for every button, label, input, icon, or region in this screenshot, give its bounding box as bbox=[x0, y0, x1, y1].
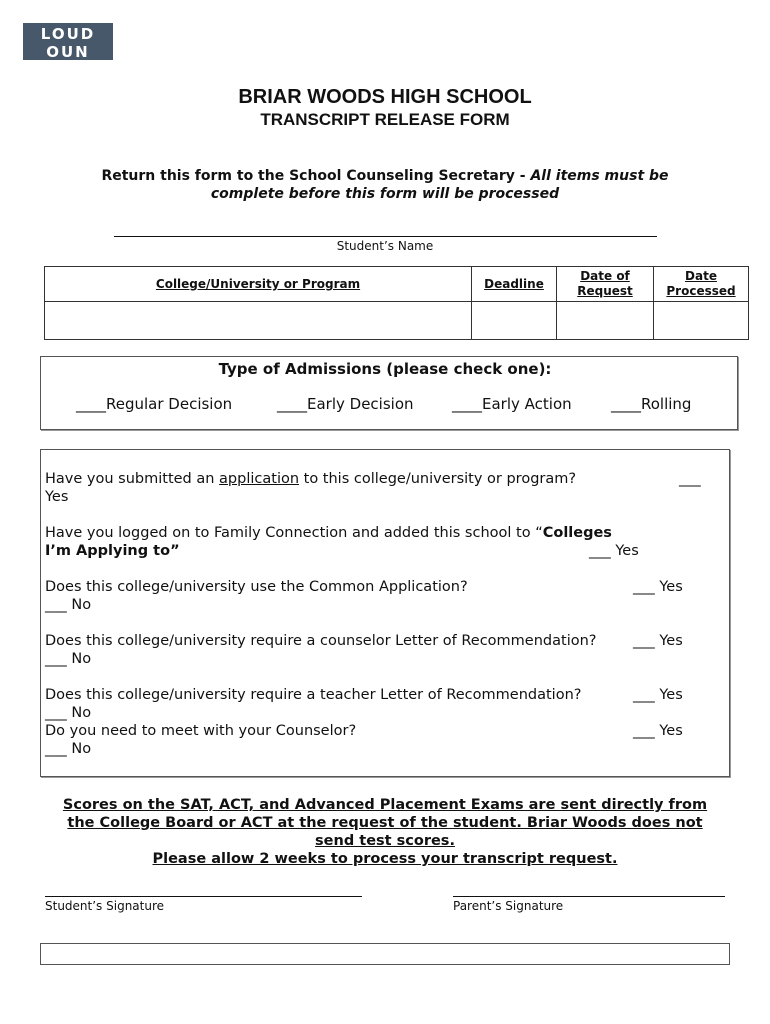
q6-no-option[interactable]: ___ No bbox=[45, 741, 92, 757]
q1-yes-label: Yes bbox=[45, 489, 69, 505]
header-college: College/University or Program bbox=[45, 267, 472, 302]
admissions-title: Type of Admissions (please check one): bbox=[218, 360, 552, 378]
question-application: Have you submitted an application to this college/university or program? bbox=[45, 471, 577, 487]
date-of-request-input-cell[interactable] bbox=[557, 302, 654, 340]
instructions bbox=[0, 167, 770, 203]
option-early-action[interactable]: ____Early Action bbox=[452, 395, 572, 413]
college-input-cell[interactable] bbox=[45, 302, 472, 340]
header-date-processed: Date Processed bbox=[654, 267, 749, 302]
question-teacher-letter: Does this college/university require a teacher Letter of Recommendation? bbox=[45, 687, 582, 703]
date-processed-input-cell[interactable] bbox=[654, 302, 749, 340]
student-name-line[interactable] bbox=[114, 236, 657, 237]
test-scores-notice: Scores on the SAT, ACT, and Advanced Placement Exams are sent directly from the College Board or ACT at the request of the student. Briar Woods does not send test scores. Please allow 2 weeks to process your transcript request. bbox=[62, 797, 708, 867]
student-signature-line[interactable] bbox=[45, 896, 362, 897]
student-name-label: Student’s Name bbox=[336, 239, 434, 253]
q5-yes-option[interactable]: ___ Yes bbox=[633, 687, 683, 703]
instructions-emphasis-1: All items must be bbox=[530, 168, 669, 184]
form-title: TRANSCRIPT RELEASE FORM bbox=[260, 110, 510, 129]
instructions-lead: Return this form to the School Counseling Secretary - bbox=[101, 168, 531, 184]
instructions-emphasis-2: complete before this form will be processed bbox=[210, 186, 560, 202]
parent-signature-line[interactable] bbox=[453, 896, 725, 897]
header-date-of-request: Date of Request bbox=[557, 267, 654, 302]
q1-yes-blank[interactable]: ___ bbox=[679, 471, 701, 487]
application-term: application bbox=[219, 471, 300, 487]
logo bbox=[23, 23, 113, 60]
q2-yes-option[interactable]: ___ Yes bbox=[589, 543, 639, 559]
q4-no-option[interactable]: ___ No bbox=[45, 651, 92, 667]
student-signature-label: Student’s Signature bbox=[45, 899, 165, 913]
bottom-empty-box bbox=[40, 943, 730, 965]
college-table-entry-row bbox=[45, 302, 749, 340]
question-counselor-letter: Does this college/university require a counselor Letter of Recommendation? bbox=[45, 633, 597, 649]
header-deadline: Deadline bbox=[472, 267, 557, 302]
deadline-input-cell[interactable] bbox=[472, 302, 557, 340]
college-table-header-row bbox=[45, 267, 749, 302]
college-table bbox=[44, 266, 749, 340]
option-rolling[interactable]: ____Rolling bbox=[611, 395, 692, 413]
q3-yes-option[interactable]: ___ Yes bbox=[633, 579, 683, 595]
q3-no-option[interactable]: ___ No bbox=[45, 597, 92, 613]
option-regular-decision[interactable]: ____Regular Decision bbox=[76, 395, 233, 413]
q5-no-option[interactable]: ___ No bbox=[45, 705, 92, 721]
question-meet-counselor: Do you need to meet with your Counselor? bbox=[45, 723, 357, 739]
question-family-connection: Have you logged on to Family Connection and added this school to “Colleges I’m Applying to” bbox=[45, 525, 612, 559]
school-title: BRIAR WOODS HIGH SCHOOL bbox=[238, 86, 532, 108]
question-common-app: Does this college/university use the Common Application? bbox=[45, 579, 468, 595]
option-early-decision[interactable]: ____Early Decision bbox=[277, 395, 414, 413]
logo-line-2: OUN bbox=[46, 43, 90, 60]
q6-yes-option[interactable]: ___ Yes bbox=[633, 723, 683, 739]
q4-yes-option[interactable]: ___ Yes bbox=[633, 633, 683, 649]
logo-line-1: LOUD bbox=[40, 25, 96, 43]
parent-signature-label: Parent’s Signature bbox=[453, 899, 564, 913]
